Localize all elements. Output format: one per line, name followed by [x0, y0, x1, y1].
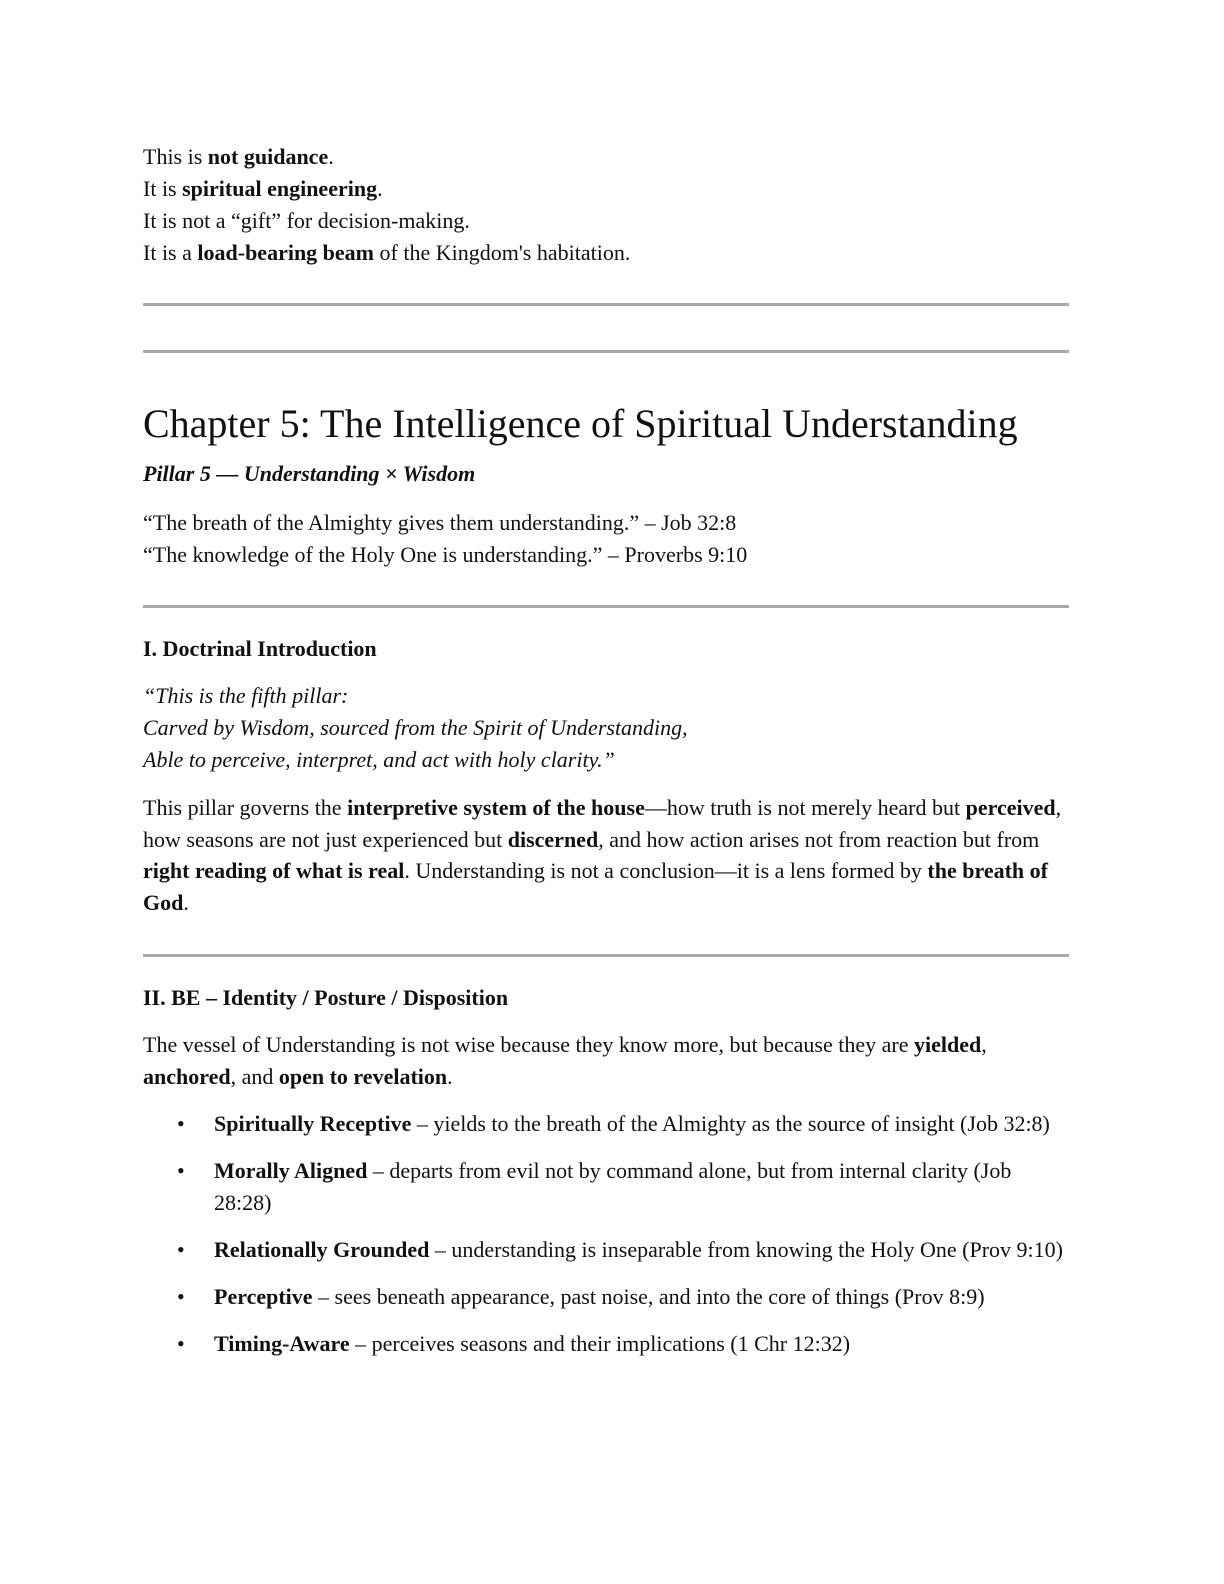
intro-line — [143, 141, 1069, 173]
be-paragraph — [143, 1029, 1069, 1092]
list-item — [143, 1155, 1069, 1218]
poem-line: Carved by Wisdom, sourced from the Spirit of Understanding, — [143, 715, 688, 740]
doctrinal-paragraph — [143, 792, 1069, 918]
list-item — [143, 1108, 1069, 1140]
paragraph-text: , how seasons are not just experienced but — [143, 795, 1062, 852]
intro-line — [143, 173, 1069, 205]
paragraph-text: , — [981, 1032, 987, 1057]
paragraph-emphasis: yielded — [914, 1032, 982, 1057]
paragraph-text: . — [447, 1063, 453, 1089]
poem-line: “This is the fifth pillar: — [143, 683, 349, 708]
intro-text: It is a — [143, 240, 198, 265]
trait-term: Timing-Aware — [214, 1330, 350, 1356]
horizontal-divider — [143, 605, 1069, 608]
paragraph-emphasis: perceived — [965, 795, 1056, 820]
horizontal-divider — [143, 954, 1069, 957]
scripture-quote: “The knowledge of the Holy One is understanding.” – Proverbs 9:10 — [143, 542, 748, 567]
trait-term: Perceptive — [214, 1283, 313, 1309]
horizontal-divider — [143, 350, 1069, 353]
paragraph-emphasis: right reading of what is real — [143, 858, 405, 883]
bullet-icon: • — [177, 1111, 185, 1136]
bullet-icon: • — [177, 1330, 185, 1356]
bullet-icon: • — [177, 1158, 185, 1183]
poem-line: Able to perceive, interpret, and act with holy clarity.” — [143, 747, 615, 772]
trait-description: – understanding is inseparable from knowing the Holy One (Prov 9:10) — [429, 1236, 1063, 1262]
intro-statements — [143, 141, 1069, 269]
intro-line — [143, 205, 1069, 237]
trait-description: – sees beneath appearance, past noise, and into the core of things (Prov 8:9) — [312, 1283, 985, 1309]
trait-term: Relationally Grounded — [214, 1236, 430, 1262]
scripture-quotes — [143, 507, 1069, 571]
list-item — [143, 1328, 1069, 1360]
intro-emphasis: spiritual engineering — [182, 176, 378, 201]
trait-list — [143, 1108, 1069, 1375]
paragraph-emphasis: the breath of God — [143, 858, 1048, 915]
list-item — [143, 1234, 1069, 1266]
paragraph-text: This pillar governs the — [143, 795, 348, 820]
list-item — [143, 1281, 1069, 1313]
bullet-icon: • — [177, 1236, 185, 1262]
chapter-title: Chapter 5: The Intelligence of Spiritual Understanding — [143, 401, 1018, 446]
paragraph-emphasis: anchored — [143, 1063, 231, 1089]
bullet-icon: • — [177, 1283, 185, 1309]
trait-description: – yields to the breath of the Almighty as the source of insight (Job 32:8) — [411, 1111, 1050, 1136]
paragraph-text: —how truth is not merely heard but — [644, 795, 966, 820]
pillar-poem — [143, 680, 1069, 776]
intro-text: It is not a “gift” for decision-making. — [143, 208, 470, 233]
section-heading-doctrinal: I. Doctrinal Introduction — [143, 636, 377, 661]
paragraph-text: . — [183, 889, 189, 915]
paragraph-text: , and — [230, 1063, 279, 1089]
intro-text: This is — [143, 144, 208, 169]
paragraph-text: The vessel of Understanding is not wise because they know more, but because they are — [143, 1032, 914, 1057]
intro-emphasis: not guidance — [207, 144, 329, 169]
chapter-subtitle: Pillar 5 — Understanding × Wisdom — [143, 461, 476, 486]
intro-text: . — [328, 144, 334, 169]
trait-description: – perceives seasons and their implications (1 Chr 12:32) — [349, 1330, 851, 1356]
intro-text: . — [377, 176, 383, 201]
intro-line — [143, 237, 1069, 269]
intro-emphasis: load-bearing beam — [197, 240, 375, 265]
trait-term: Spiritually Receptive — [214, 1111, 412, 1136]
section-heading-be: II. BE – Identity / Posture / Disposition — [143, 985, 509, 1010]
intro-text: It is — [143, 176, 183, 201]
paragraph-text: , and how action arises not from reaction but from — [598, 826, 1040, 852]
scripture-quote: “The breath of the Almighty gives them understanding.” – Job 32:8 — [143, 510, 737, 535]
paragraph-text: . Understanding is not a conclusion—it is a lens formed by — [404, 858, 928, 883]
horizontal-divider — [143, 303, 1069, 306]
trait-description: – departs from evil not by command alone, but from internal clarity (Job 28:28) — [214, 1158, 1012, 1215]
intro-text: of the Kingdom's habitation. — [374, 240, 631, 265]
trait-term: Morally Aligned — [214, 1158, 368, 1183]
paragraph-emphasis: open to revelation — [278, 1063, 448, 1089]
paragraph-emphasis: discerned — [507, 826, 599, 852]
paragraph-emphasis: interpretive system of the house — [347, 795, 645, 820]
